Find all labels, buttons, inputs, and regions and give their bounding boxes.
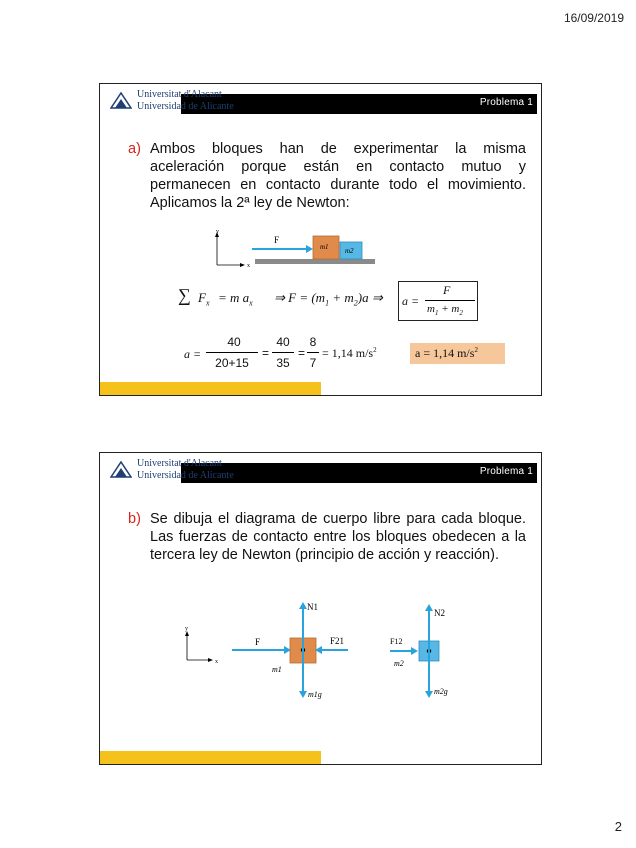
sum-symbol: ∑	[178, 285, 191, 305]
y-axis-label: y	[216, 229, 219, 235]
equals-1: =	[262, 346, 270, 360]
paragraph-a	[128, 140, 526, 212]
boxed-denominator: $m_1 + m_2$	[427, 303, 463, 318]
m2-label: m2	[394, 659, 404, 668]
m1-label: m1	[272, 665, 282, 674]
boxed-lhs: a =	[402, 294, 420, 308]
slide-header	[100, 453, 541, 483]
logo-line-2: Universidad de Alicante	[137, 470, 234, 481]
slide-header	[100, 84, 541, 114]
slide-1	[99, 83, 542, 396]
f12-arrowhead-icon	[411, 647, 418, 655]
slide-title: Problema 1	[479, 97, 533, 108]
x-axis-label: x	[215, 659, 218, 665]
logo-line-2: Universidad de Alicante	[137, 101, 234, 112]
boxed-numerator: F	[443, 283, 451, 297]
n2-arrowhead-icon	[425, 604, 433, 611]
block-m1-label: m1	[320, 243, 329, 251]
university-logo	[110, 458, 290, 484]
slide-title: Problema 1	[479, 466, 533, 477]
x-axis-arrow-icon	[240, 263, 245, 267]
print-date: 16/09/2019	[563, 11, 624, 25]
result-highlight	[410, 343, 505, 364]
frac3-bar	[307, 352, 319, 353]
n2-label: N2	[434, 608, 445, 618]
frac1-den: 20+15	[215, 356, 249, 370]
m2g-arrowhead-icon	[425, 691, 433, 698]
frac2-den: 35	[276, 356, 290, 370]
f-label: F	[255, 637, 261, 647]
university-emblem-icon	[110, 460, 132, 478]
m2g-label: m2g	[434, 687, 448, 696]
equation-lhs: $F_x$	[198, 290, 210, 308]
x-axis-label: x	[247, 263, 250, 269]
frac2-num: 40	[276, 335, 290, 349]
logo-line-1: Universitat d'Alacant	[137, 89, 222, 100]
slide-2	[99, 452, 542, 765]
floor-surface	[255, 259, 375, 264]
logo-line-1: Universitat d'Alacant	[137, 458, 222, 469]
equals-2: =	[298, 346, 306, 360]
university-emblem-icon	[110, 91, 132, 109]
paragraph-text: Ambos bloques han de experimentar la misma aceleración porque están en contacto mutuo y permanecen en contacto durante todo el movimiento. Aplicamos la 2ª ley de Newton:	[150, 141, 526, 211]
footer-bar	[100, 382, 321, 395]
n1-arrowhead-icon	[299, 602, 307, 609]
equation-numeric	[184, 334, 524, 374]
numeric-result: = 1,14 $m/s^2$	[322, 346, 377, 360]
n1-label: N1	[307, 602, 318, 612]
frac3-den: 7	[309, 356, 317, 370]
block-m2-label: m2	[345, 247, 354, 255]
fraction-bar	[425, 300, 475, 301]
university-logo	[110, 89, 290, 115]
free-body-diagrams	[176, 596, 476, 706]
equation-newton	[178, 281, 518, 325]
frac3-num: 8	[309, 335, 317, 349]
blocks-diagram	[200, 229, 380, 269]
m1g-label: m1g	[308, 690, 322, 699]
f12-label: F12	[390, 637, 403, 646]
force-label: F	[274, 235, 280, 245]
frac1-bar	[206, 352, 258, 353]
x-axis-arrow-icon	[208, 658, 213, 662]
footer-bar	[100, 751, 321, 764]
force-arrowhead-icon	[306, 245, 313, 253]
item-marker: b)	[128, 511, 141, 527]
highlight-text: a = 1,14 $m/s^2$	[415, 346, 478, 360]
f21-label: F21	[330, 636, 345, 646]
frac2-bar	[272, 352, 294, 353]
item-marker: a)	[128, 141, 141, 157]
numeric-lhs: a =	[184, 347, 202, 361]
equation-ma: = m $a_x$	[218, 290, 253, 308]
m1g-arrowhead-icon	[299, 691, 307, 698]
frac1-num: 40	[227, 335, 241, 349]
paragraph-b	[128, 510, 526, 564]
boxed-result	[398, 281, 478, 321]
equation-rhs: ⇒ $F = (m_1 + m_2)a$ ⇒	[274, 290, 383, 308]
paragraph-text: Se dibuja el diagrama de cuerpo libre para cada bloque. Las fuerzas de contacto entre los bloques obedecen a la tercera ley de Newton (principio de acción y reacción).	[150, 511, 526, 563]
page-number: 2	[614, 819, 622, 834]
y-axis-label: y	[185, 626, 188, 632]
